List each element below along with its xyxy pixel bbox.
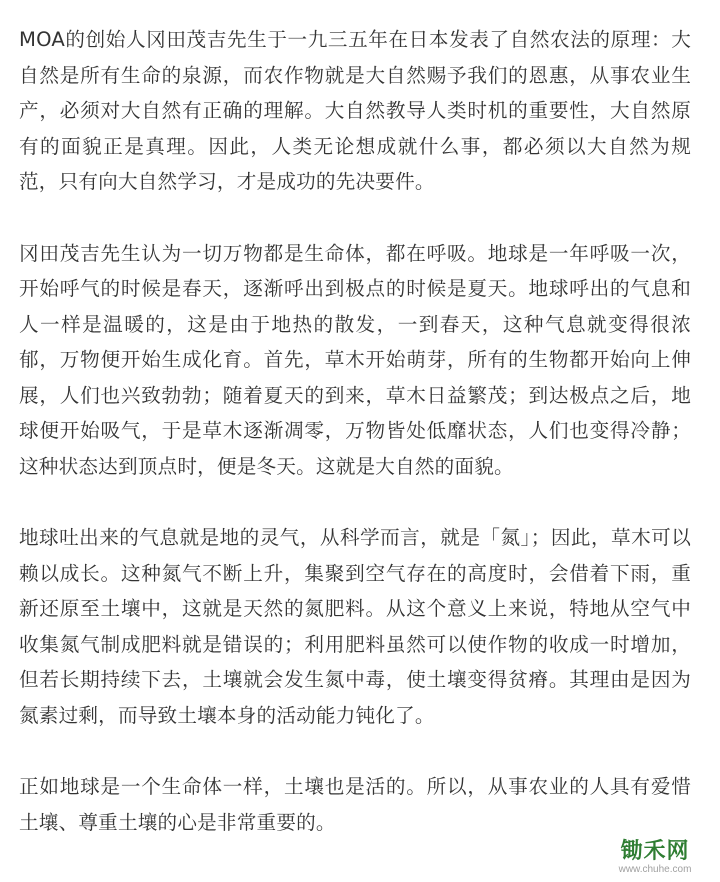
paragraph-2: 冈田茂吉先生认为一切万物都是生命体，都在呼吸。地球是一年呼吸一次，开始呼气的时候是春天，逐渐呼出到极点的时候是夏天。地球呼出的气息和人一样是温暖的，这是由于地热的散发，一到春天，这种气息就变得很浓郁，万物便开始生成化育。首先，草木开始萌芽，所有的生物都开始向上伸展，人们也兴致勃勃；随着夏天的到来，草木日益繁茂；到达极点之后，地球便开始吸气，于是草木逐渐凋零，万物皆处低靡状态，人们也变得冷静；这种状态达到顶点时，便是冬天。这就是大自然的面貌。: [19, 241, 691, 478]
paragraph-4: 正如地球是一个生命体一样，土壤也是活的。所以，从事农业的人具有爱惜土壤、尊重土壤的心是非常重要的。: [19, 775, 691, 834]
paragraph-3: 地球吐出来的气息就是地的灵气，从科学而言，就是「氮」；因此，草木可以赖以成长。这种氮气不断上升，集聚到空气存在的高度时，会借着下雨，重新还原至土壤中，这就是天然的氮肥料。从这个意义上来说，特地从空气中收集氮气制成肥料就是错误的；利用肥料虽然可以使作物的收成一时增加，但若长期持续下去，土壤就会发生氮中毒，使土壤变得贫瘠。其理由是因为氮素过剩，而导致土壤本身的活动能力钝化了。: [19, 526, 691, 727]
paragraph-1: MOA的创始人冈田茂吉先生于一九三五年在日本发表了自然农法的原理：大自然是所有生命的泉源，而农作物就是大自然赐予我们的恩惠，从事农业生产，必须对大自然有正确的理解。大自然教导人类时机的重要性，大自然原有的面貌正是真理。因此，人类无论想成就什么事，都必须以大自然为规范，只有向大自然学习，才是成功的先决要件。: [19, 28, 691, 193]
watermark-url: www.chuhe.com: [618, 864, 692, 875]
watermark-title: 锄禾网: [620, 838, 690, 864]
article-body: [19, 22, 691, 876]
site-watermark: [600, 838, 710, 876]
